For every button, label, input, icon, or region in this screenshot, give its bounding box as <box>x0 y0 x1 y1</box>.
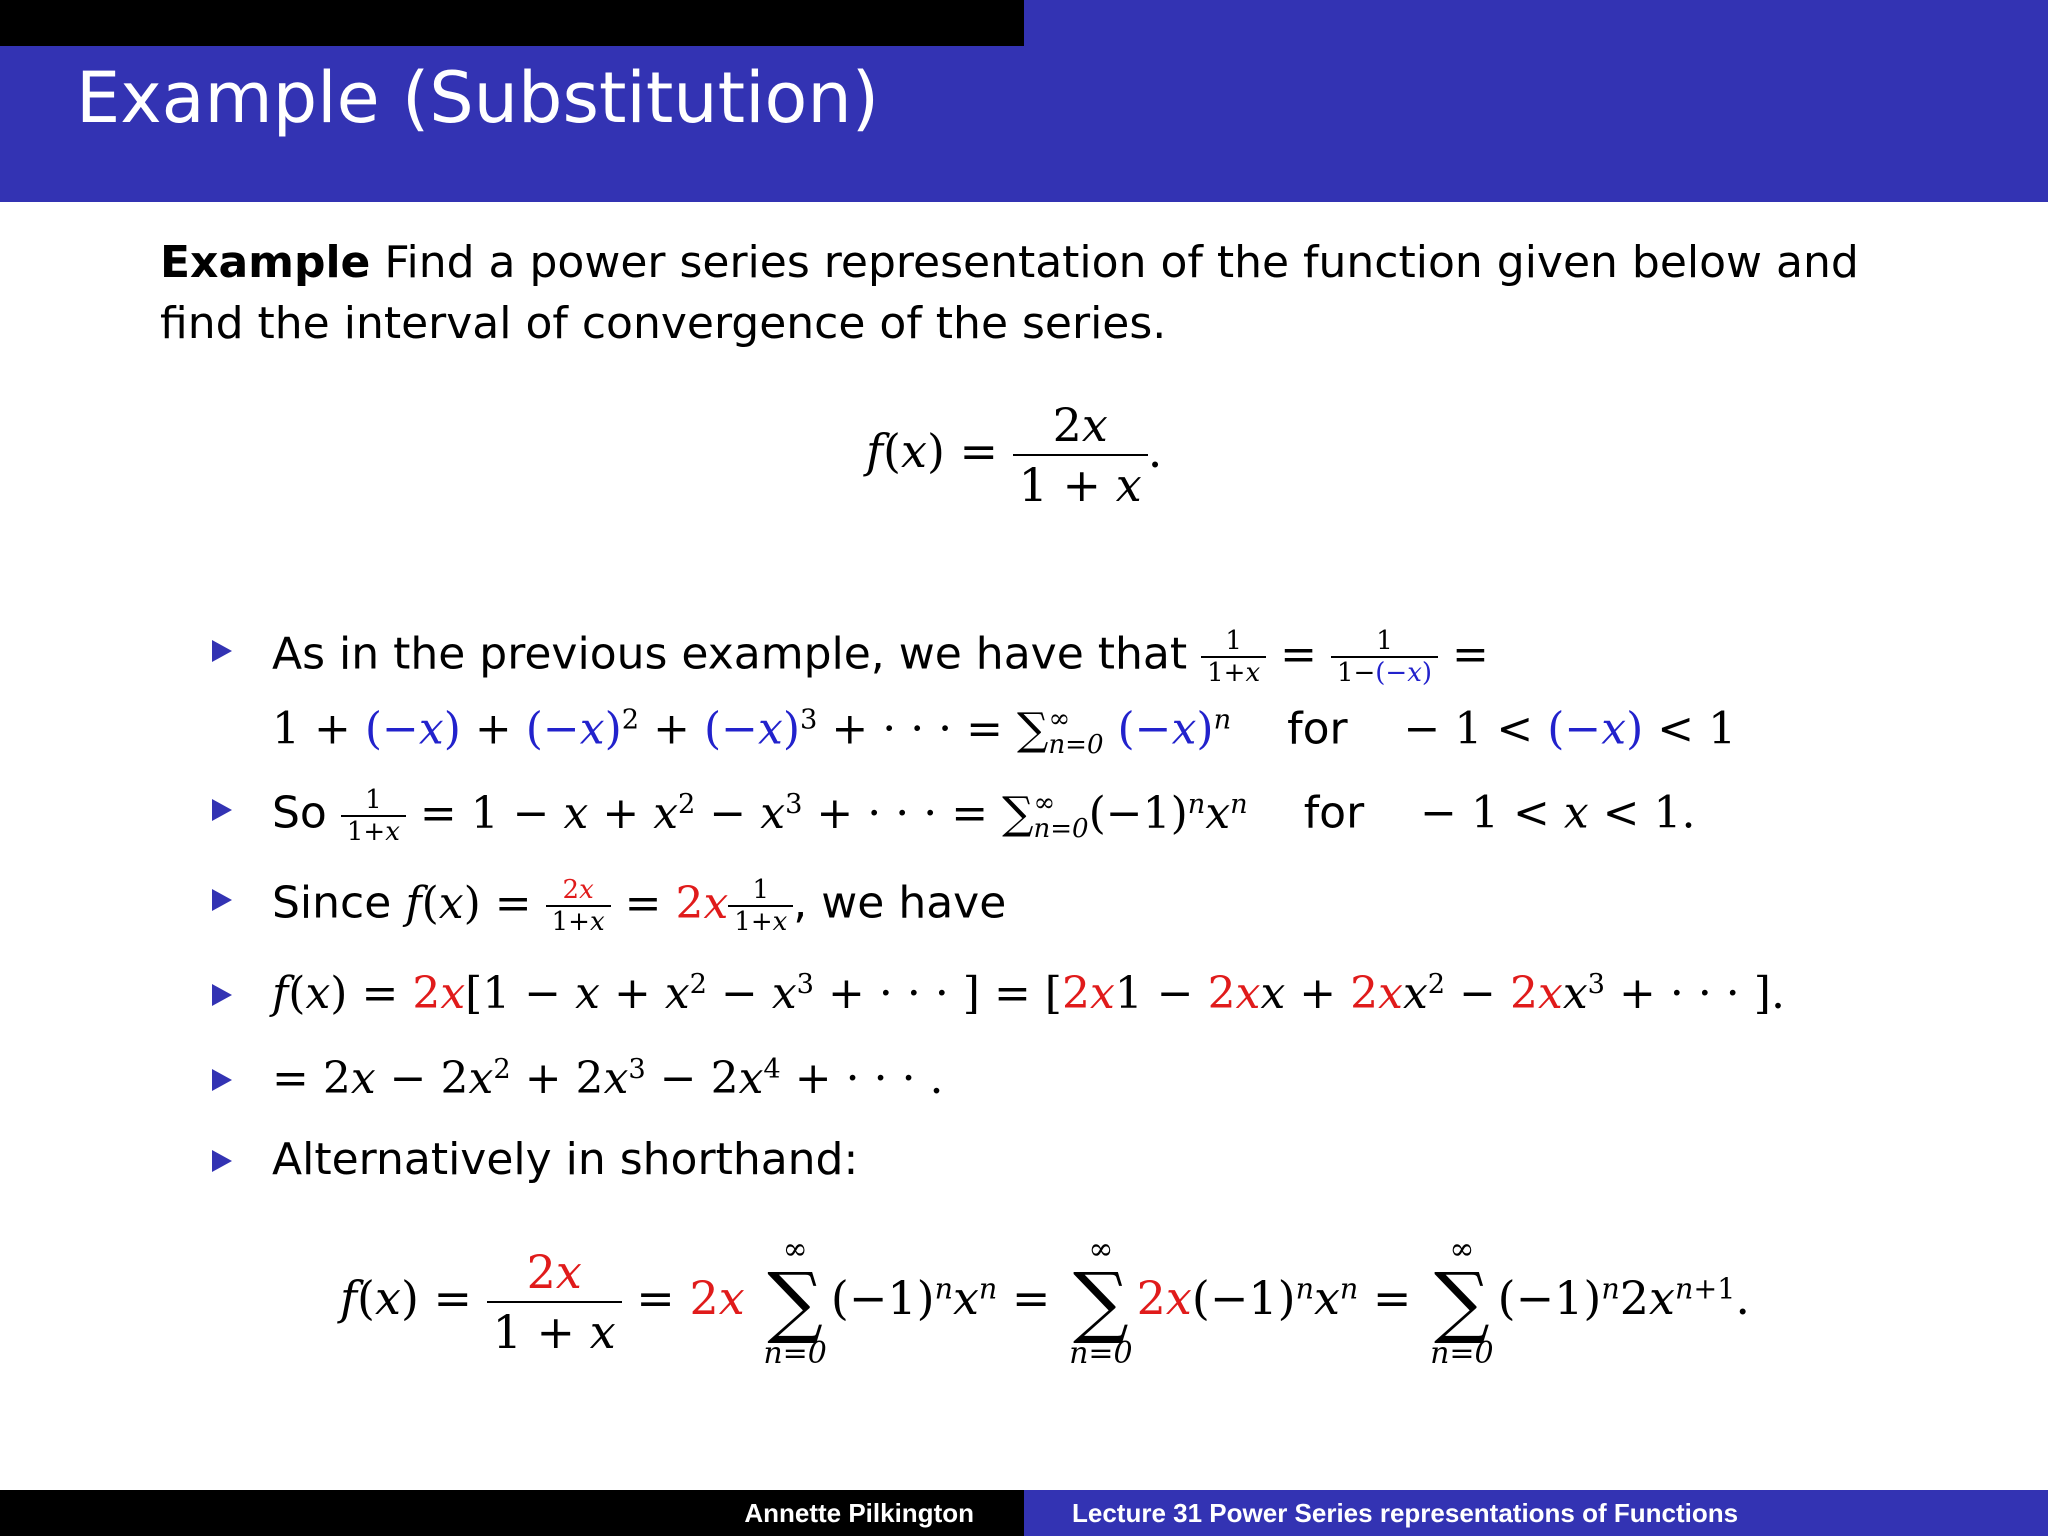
bullet-marker <box>212 799 232 821</box>
example-text: Find a power series representation of the function given below and find the interval of convergence of the series. <box>160 237 1859 349</box>
footer-left <box>0 1490 1024 1536</box>
bullet-3-since: Since <box>272 877 392 929</box>
bullet-marker <box>212 889 232 911</box>
bullet-1-for: for <box>1287 703 1348 755</box>
bullet-marker <box>212 984 232 1006</box>
example-label: Example <box>160 237 371 288</box>
bullet-5-line: = $2x - 2x^2 + 2x^3 - 2x^4$ + · · · . <box>272 1053 944 1104</box>
bullet-4-line: $f(x) = 2x[1 - x + x^2 - x^3$ + · · · ] = [$2x1 - 2xx + 2xx^2 - 2xx^3$ + · · · ]. <box>272 968 1785 1019</box>
bullet-3-line: Since f(x) = $\frac{2x}{1+x}$ = 2x $\frac{1}{1+x}$ , we have <box>272 875 1007 937</box>
bullet-2-line: So $\frac{1}{1+x}$ = $1 - x + x^2 - x^3$ + · · · = ∑ ∞ n=0 $(-1)^nx^n$ for − 1 < x < 1. <box>272 785 1696 847</box>
bullet-3-we-have: , we have <box>793 877 1007 929</box>
bullet-1-text: As in the previous example, we have that <box>272 628 1188 680</box>
slide-title: Example (Substitution) <box>76 57 880 139</box>
function-definition: f(x) = $\frac{2x}{1 + x}$ . <box>866 398 1163 512</box>
bullet-marker <box>212 1069 232 1091</box>
bullet-2-for: for <box>1303 787 1365 839</box>
bullet-1-line-2: $1 + (-x) + (-x)^2 + (-x)^3$ + · · · = ∑ ∞ n=0 $(-x)^n$ for − 1 < (−x) < 1 <box>272 703 1737 760</box>
bullet-2-so: So <box>272 787 327 839</box>
footer-right <box>1024 1490 2048 1536</box>
footer-author: Annette Pilkington <box>744 1498 974 1528</box>
bullet-marker <box>212 640 232 662</box>
bullet-6-text: Alternatively in shorthand: <box>272 1134 859 1185</box>
shorthand-equation: f(x) = $\frac{2x}{1 + x}$ = 2x ∞ ∑ n=0 $(-1)^nx^n$ = ∞ ∑ n=0 $2x(-1)^nx^n$ = ∞ ∑ n=0 $(-1)^n2x^{n+1}$. <box>340 1232 1750 1372</box>
footer-lecture-title: Lecture 31 Power Series representations of Functions <box>1072 1498 1739 1528</box>
bullet-marker <box>212 1150 232 1172</box>
bullet-1-line-1: As in the previous example, we have that $\frac{1}{1+x}$ = $\frac{1}{1-(-x)}$ = <box>272 626 1489 688</box>
